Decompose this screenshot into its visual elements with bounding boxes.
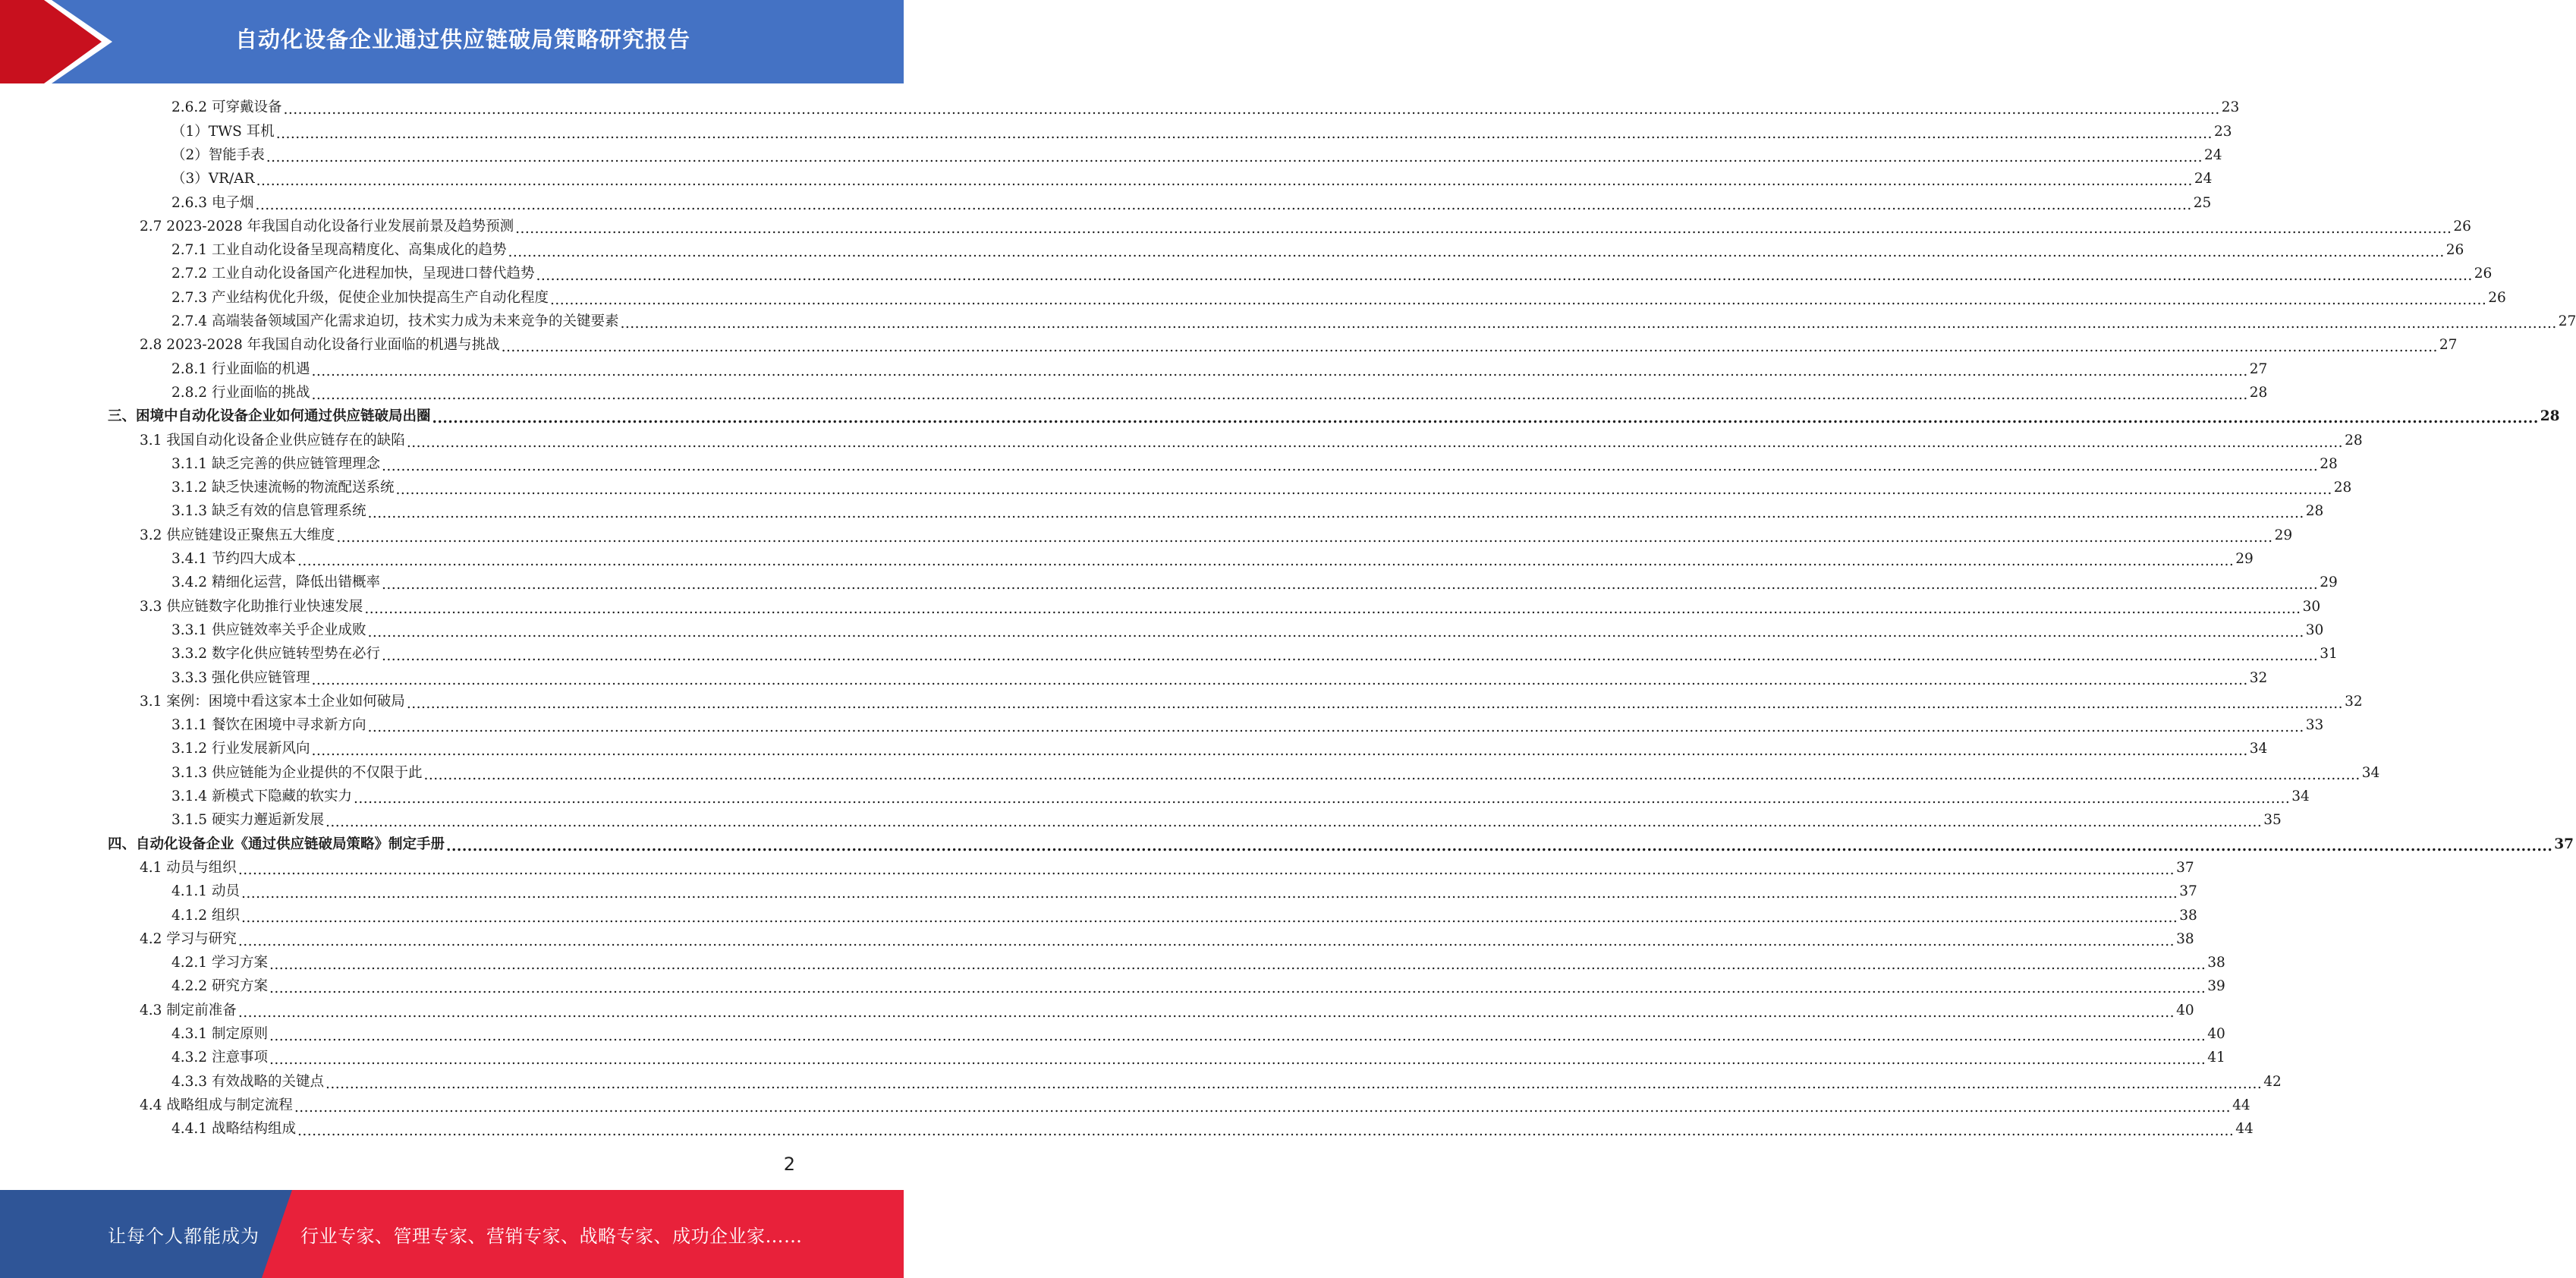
toc-entry-page: 44: [2232, 1097, 2250, 1113]
toc-entry-title: 4.3.1 制定原则: [171, 1026, 268, 1043]
toc-entry[interactable]: [140, 857, 2194, 880]
toc-leader-dots: ................................................................................................................................................................................................................................................................................................................................................................................................................: [367, 719, 2304, 736]
toc-entry-page: 24: [2194, 171, 2213, 187]
toc-entry[interactable]: [140, 928, 2194, 952]
toc-entry-page: 39: [2207, 978, 2225, 995]
toc-entry-title: 4.3.2 注意事项: [171, 1050, 268, 1066]
toc-entry-page: 40: [2176, 1002, 2194, 1018]
toc-leader-dots: ................................................................................................................................................................................................................................................................................................................................................................................................................: [256, 173, 2193, 190]
toc-leader-dots: ................................................................................................................................................................................................................................................................................................................................................................................................................: [406, 695, 2344, 712]
toc-entry-page: 29: [2274, 527, 2293, 543]
toc-entry-title: 2.6.3 电子烟: [171, 194, 254, 211]
toc-leader-dots: ................................................................................................................................................................................................................................................................................................................................................................................................................: [395, 482, 2332, 499]
toc-entry-title: 2.6.2 可穿戴设备: [171, 99, 282, 116]
toc-entry-title: 三、困境中自动化设备企业如何通过供应链破局出圈: [108, 408, 431, 425]
toc-entry[interactable]: [171, 168, 2213, 191]
toc-leader-dots: ................................................................................................................................................................................................................................................................................................................................................................................................................: [269, 981, 2206, 997]
toc-entry[interactable]: [171, 761, 2380, 785]
toc-entry-page: 29: [2320, 574, 2338, 591]
report-title: 自动化设备企业通过供应链破局策略研究报告: [234, 26, 690, 52]
toc-entry[interactable]: [171, 975, 2225, 999]
toc-entry-page: 44: [2235, 1121, 2254, 1138]
toc-leader-dots: ................................................................................................................................................................................................................................................................................................................................................................................................................: [241, 909, 2178, 926]
toc-leader-dots: ................................................................................................................................................................................................................................................................................................................................................................................................................: [325, 814, 2263, 831]
toc-entry[interactable]: [140, 524, 2293, 547]
toc-leader-dots: ................................................................................................................................................................................................................................................................................................................................................................................................................: [536, 268, 2473, 285]
toc-entry[interactable]: [171, 952, 2225, 975]
toc-entry-page: 27: [2249, 360, 2268, 377]
toc-entry-page: 41: [2207, 1050, 2225, 1066]
toc-entry-title: 2.7.1 工业自动化设备呈现高精度化、高集成化的趋势: [171, 242, 507, 259]
toc-entry-title: 2.8.1 行业面临的机遇: [171, 360, 310, 377]
toc-entry[interactable]: [171, 286, 2506, 310]
toc-leader-dots: ................................................................................................................................................................................................................................................................................................................................................................................................................: [508, 244, 2445, 261]
toc-entry[interactable]: [171, 1047, 2225, 1070]
toc-leader-dots: ................................................................................................................................................................................................................................................................................................................................................................................................................: [406, 434, 2344, 451]
toc-leader-dots: ................................................................................................................................................................................................................................................................................................................................................................................................................: [311, 363, 2248, 379]
toc-entry-title: 3.1.2 行业发展新风向: [171, 741, 310, 757]
toc-leader-dots: ................................................................................................................................................................................................................................................................................................................................................................................................................: [381, 648, 2319, 665]
toc-entry-page: 23: [2221, 99, 2240, 116]
toc-entry[interactable]: [171, 666, 2268, 690]
toc-entry[interactable]: [171, 500, 2324, 524]
toc-entry-title: 4.1.1 动员: [171, 883, 240, 900]
toc-entry-title: 3.4.1 节约四大成本: [171, 551, 296, 568]
toc-entry-page: 28: [2540, 408, 2560, 425]
toc-entry-page: 35: [2263, 812, 2282, 829]
toc-entry-title: 3.3.3 强化供应链管理: [171, 669, 310, 686]
toc-entry-title: 四、自动化设备企业《通过供应链破局策略》制定手册: [108, 836, 445, 852]
toc-entry-title: 3.4.2 精细化运营，降低出错概率: [171, 574, 380, 591]
toc-leader-dots: ................................................................................................................................................................................................................................................................................................................................................................................................................: [237, 933, 2175, 949]
toc-leader-dots: ................................................................................................................................................................................................................................................................................................................................................................................................................: [255, 197, 2192, 213]
toc-leader-dots: ................................................................................................................................................................................................................................................................................................................................................................................................................: [237, 1004, 2175, 1021]
toc-entry[interactable]: [171, 809, 2282, 833]
toc-leader-dots: ................................................................................................................................................................................................................................................................................................................................................................................................................: [336, 529, 2273, 546]
toc-entry[interactable]: [171, 357, 2268, 381]
toc-leader-dots: ................................................................................................................................................................................................................................................................................................................................................................................................................: [353, 791, 2291, 807]
toc-entry-title: 4.1.2 组织: [171, 907, 240, 924]
toc-entry-title: （3）VR/AR: [171, 171, 255, 187]
toc-leader-dots: ................................................................................................................................................................................................................................................................................................................................................................................................................: [515, 220, 2452, 237]
page-number: 2: [783, 1154, 795, 1175]
toc-leader-dots: ................................................................................................................................................................................................................................................................................................................................................................................................................: [241, 886, 2178, 902]
toc-entry-title: 4.3 制定前准备: [140, 1002, 237, 1018]
toc-leader-dots: ................................................................................................................................................................................................................................................................................................................................................................................................................: [266, 149, 2203, 165]
toc-leader-dots: ................................................................................................................................................................................................................................................................................................................................................................................................................: [367, 624, 2304, 641]
toc-entry-page: 28: [2345, 432, 2363, 449]
toc-entry[interactable]: [171, 738, 2268, 761]
toc-leader-dots: ................................................................................................................................................................................................................................................................................................................................................................................................................: [294, 1099, 2232, 1116]
toc-entry[interactable]: [171, 1070, 2282, 1094]
toc-entry[interactable]: [171, 144, 2222, 168]
toc-entry[interactable]: [171, 619, 2324, 643]
toc-entry[interactable]: [140, 429, 2363, 452]
toc-entry-page: 30: [2302, 598, 2321, 615]
toc-leader-dots: ................................................................................................................................................................................................................................................................................................................................................................................................................: [549, 291, 2487, 308]
toc-entry[interactable]: [108, 833, 2574, 856]
toc-entry-title: 3.1.3 供应链能为企业提供的不仅限于此: [171, 764, 423, 781]
toc-leader-dots: ................................................................................................................................................................................................................................................................................................................................................................................................................: [269, 957, 2206, 974]
toc-leader-dots: ................................................................................................................................................................................................................................................................................................................................................................................................................: [446, 838, 2553, 855]
toc-leader-dots: ................................................................................................................................................................................................................................................................................................................................................................................................................: [423, 766, 2361, 783]
toc-entry[interactable]: [171, 880, 2197, 904]
toc-leader-dots: ................................................................................................................................................................................................................................................................................................................................................................................................................: [620, 316, 2557, 332]
toc-leader-dots: ................................................................................................................................................................................................................................................................................................................................................................................................................: [275, 125, 2213, 142]
toc-entry-title: 3.1.5 硬实力邂逅新发展: [171, 812, 324, 829]
toc-entry-page: 24: [2204, 146, 2222, 163]
toc-entry-page: 32: [2249, 669, 2268, 686]
toc-entry-title: （2）智能手表: [171, 146, 265, 163]
toc-leader-dots: ................................................................................................................................................................................................................................................................................................................................................................................................................: [269, 1052, 2206, 1069]
header-arrow-decoration: [0, 0, 121, 83]
toc-entry-title: 3.1 案例：困境中看这家本土企业如何破局: [140, 693, 405, 710]
toc-entry-title: 3.2 供应链建设正聚焦五大维度: [140, 527, 335, 543]
toc-leader-dots: ................................................................................................................................................................................................................................................................................................................................................................................................................: [325, 1075, 2263, 1092]
toc-entry-title: 3.3.1 供应链效率关乎企业成败: [171, 622, 366, 638]
header-banner: [0, 0, 904, 83]
toc-entry[interactable]: [140, 999, 2194, 1022]
toc-entry-page: 27: [2439, 337, 2458, 354]
toc-entry[interactable]: [171, 120, 2232, 143]
toc-entry[interactable]: [171, 310, 2576, 334]
toc-entry[interactable]: [108, 405, 2560, 429]
toc-entry[interactable]: [140, 216, 2471, 239]
toc-leader-dots: ................................................................................................................................................................................................................................................................................................................................................................................................................: [297, 1123, 2235, 1140]
toc-entry[interactable]: [140, 595, 2321, 619]
toc-entry-page: 31: [2320, 646, 2338, 663]
footer-banner: [0, 1190, 904, 1278]
toc-leader-dots: ................................................................................................................................................................................................................................................................................................................................................................................................................: [381, 458, 2319, 474]
toc-entry-title: 4.2.2 研究方案: [171, 978, 268, 995]
toc-entry-page: 25: [2193, 194, 2212, 211]
toc-entry-title: 4.2 学习与研究: [140, 930, 237, 947]
toc-entry-title: 3.1 我国自动化设备企业供应链存在的缺陷: [140, 432, 405, 449]
toc-leader-dots: ................................................................................................................................................................................................................................................................................................................................................................................................................: [364, 600, 2301, 617]
toc-entry[interactable]: [171, 714, 2324, 738]
toc-entry-page: 34: [2291, 789, 2310, 805]
toc-entry-page: 28: [2305, 503, 2324, 520]
toc-entry-page: 27: [2558, 313, 2576, 330]
toc-entry-title: 4.4.1 战略结构组成: [171, 1121, 296, 1138]
toc-entry-page: 26: [2445, 242, 2464, 259]
toc-entry-title: 3.3.2 数字化供应链转型势在必行: [171, 646, 380, 663]
toc-entry[interactable]: [171, 571, 2338, 595]
toc-entry-title: 2.8 2023-2028 年我国自动化设备行业面临的机遇与挑战: [140, 337, 500, 354]
toc-entry[interactable]: [171, 453, 2338, 477]
toc-leader-dots: ................................................................................................................................................................................................................................................................................................................................................................................................................: [501, 339, 2438, 356]
toc-entry-page: 37: [2176, 859, 2194, 876]
toc-leader-dots: ................................................................................................................................................................................................................................................................................................................................................................................................................: [297, 553, 2235, 570]
toc-entry-page: 29: [2235, 551, 2254, 568]
toc-entry[interactable]: [171, 477, 2352, 500]
toc-entry-page: 30: [2305, 622, 2324, 638]
toc-entry[interactable]: [171, 1023, 2225, 1047]
toc-entry-page: 28: [2320, 455, 2338, 472]
toc-entry-title: 3.1.1 缺乏完善的供应链管理理念: [171, 455, 380, 472]
toc-entry-page: 38: [2179, 907, 2197, 924]
toc-entry-page: 38: [2207, 955, 2225, 971]
toc-entry[interactable]: [171, 96, 2240, 120]
toc-entry-title: 2.7 2023-2028 年我国自动化设备行业发展前景及趋势预测: [140, 218, 514, 235]
toc-entry-title: 3.1.4 新模式下隐藏的软实力: [171, 789, 352, 805]
toc-entry-title: 2.7.3 产业结构优化升级，促使企业加快提高生产自动化程度: [171, 289, 549, 306]
toc-entry-page: 34: [2361, 764, 2380, 781]
toc-entry-title: 4.3.3 有效战略的关键点: [171, 1073, 324, 1090]
footer-slogan-left: 让每个人都能成为: [108, 1225, 259, 1247]
toc-entry-title: 4.4 战略组成与制定流程: [140, 1097, 293, 1113]
toc-entry-title: 4.1 动员与组织: [140, 859, 237, 876]
toc-entry[interactable]: [171, 382, 2268, 405]
toc-entry[interactable]: [140, 334, 2458, 357]
toc-entry[interactable]: [171, 904, 2197, 927]
toc-entry[interactable]: [171, 1118, 2254, 1141]
toc-entry[interactable]: [140, 691, 2363, 714]
toc-entry-page: 40: [2207, 1026, 2225, 1043]
toc-entry[interactable]: [171, 263, 2493, 286]
toc-entry-title: 3.1.2 缺乏快速流畅的物流配送系统: [171, 480, 395, 496]
toc-entry-page: 38: [2176, 930, 2194, 947]
toc-leader-dots: ................................................................................................................................................................................................................................................................................................................................................................................................................: [311, 672, 2248, 688]
toc-leader-dots: ................................................................................................................................................................................................................................................................................................................................................................................................................: [311, 386, 2248, 403]
toc-entry-page: 26: [2488, 289, 2506, 306]
toc-leader-dots: ................................................................................................................................................................................................................................................................................................................................................................................................................: [311, 743, 2248, 760]
toc-entry-title: 4.2.1 学习方案: [171, 955, 268, 971]
toc-entry[interactable]: [171, 785, 2310, 809]
toc-entry-title: 2.7.4 高端装备领域国产化需求迫切，技术实力成为未来竞争的关键要素: [171, 313, 619, 330]
toc-entry-title: （1）TWS 耳机: [171, 123, 275, 140]
toc-entry-page: 33: [2305, 717, 2324, 734]
toc-entry-page: 37: [2554, 836, 2574, 852]
toc-entry-title: 3.1.3 缺乏有效的信息管理系统: [171, 503, 366, 520]
toc-entry-page: 28: [2249, 384, 2268, 401]
toc-entry[interactable]: [171, 191, 2212, 215]
toc-entry[interactable]: [171, 548, 2254, 571]
toc-entry-title: 2.7.2 工业自动化设备国产化进程加快，呈现进口替代趋势: [171, 266, 535, 282]
toc-entry-title: 2.8.2 行业面临的挑战: [171, 384, 310, 401]
toc-leader-dots: ................................................................................................................................................................................................................................................................................................................................................................................................................: [432, 411, 2539, 427]
toc-leader-dots: ................................................................................................................................................................................................................................................................................................................................................................................................................: [367, 505, 2304, 522]
toc-leader-dots: ................................................................................................................................................................................................................................................................................................................................................................................................................: [269, 1028, 2206, 1045]
toc-entry-title: 3.3 供应链数字化助推行业快速发展: [140, 598, 363, 615]
toc-leader-dots: ................................................................................................................................................................................................................................................................................................................................................................................................................: [237, 861, 2175, 878]
toc-entry-page: 32: [2345, 693, 2363, 710]
toc-entry[interactable]: [171, 239, 2464, 263]
toc-leader-dots: ................................................................................................................................................................................................................................................................................................................................................................................................................: [381, 577, 2319, 593]
toc-entry-page: 37: [2179, 883, 2197, 900]
toc-leader-dots: ................................................................................................................................................................................................................................................................................................................................................................................................................: [283, 102, 2220, 118]
toc-entry-title: 3.1.1 餐饮在困境中寻求新方向: [171, 717, 366, 734]
footer-slogan-right: 行业专家、管理专家、营销专家、战略专家、成功企业家……: [300, 1225, 803, 1247]
toc-entry-page: 26: [2474, 266, 2493, 282]
toc-entry-page: 28: [2333, 480, 2352, 496]
toc-entry-page: 26: [2453, 218, 2471, 235]
toc-entry-page: 23: [2213, 123, 2232, 140]
toc-entry-page: 42: [2263, 1073, 2282, 1090]
toc-entry[interactable]: [171, 643, 2338, 666]
toc-entry[interactable]: [140, 1094, 2250, 1118]
toc-entry-page: 34: [2249, 741, 2268, 757]
